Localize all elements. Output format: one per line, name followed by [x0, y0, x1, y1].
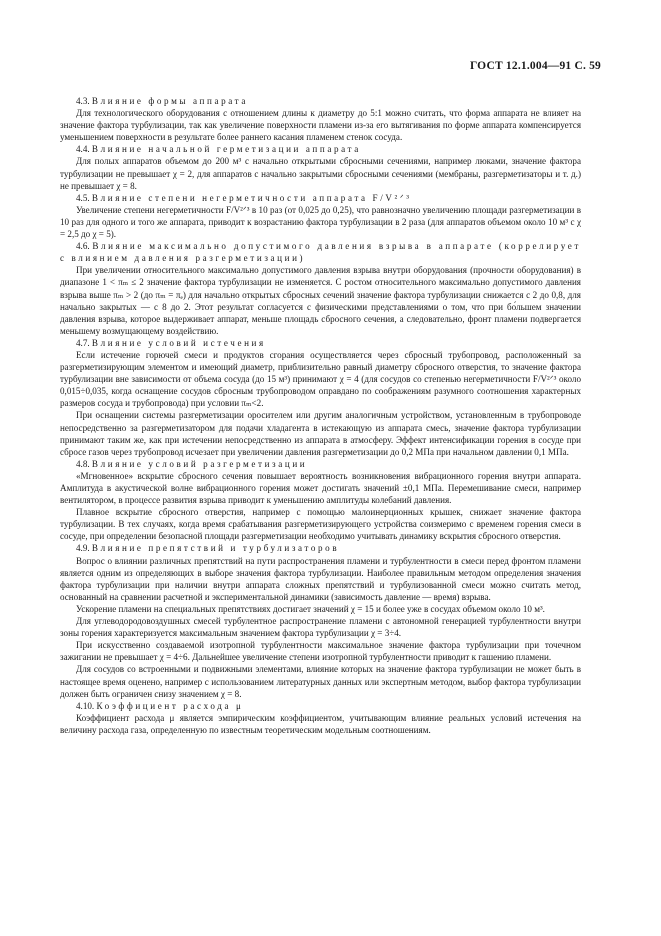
section-number: 4.3.: [76, 96, 90, 106]
paragraph: «Мгновенное» вскрытие сбросного сечения повышает вероятность возникновения вибрационного горения внутри аппарата. Амплитуда в акустической волне вибрационного горения может достигать значений ±0,1 МПа. Перемешивание смеси, например вентилятором, в процессе развития взрыва приводит к уменьшению амплитуды колебаний давления.: [60, 470, 581, 506]
section-title: Влияние условий истечения: [91, 337, 266, 348]
section-number: 4.7.: [76, 337, 90, 348]
paragraph: Вопрос о влиянии различных препятствий на пути распространения пламени и турбулентности в смеси перед фронтом пламени является одним из определяющих в выборе значения фактора турбулизации. Наиболее правильным методом определения значения фактора турбулизации при наличии внутри аппарата сложных препятствий и турбулизованной смеси можно считать метод, основанный на сравнении расчетной и экспериментальной динамики (зависимость давление — время) взрыва.: [60, 555, 581, 602]
section-title: Влияние препятствий и турбулизаторов: [91, 543, 340, 554]
section-title: Влияние условий разгерметизации: [91, 458, 308, 469]
paragraph: Коэффициент расхода μ является эмпирическим коэффициентом, учитывающим влияние реальных условий истечения на величину расхода газа, определенную по известным теоретическим модельным соотношениям.: [60, 712, 581, 735]
section-heading: [60, 700, 581, 712]
section-title: Коэффициент расхода μ: [96, 700, 244, 711]
section-number: 4.4.: [76, 144, 90, 155]
paragraph: Ускорение пламени на специальных препятствиях достигает значений χ = 15 и более уже в сосудах объемом около 10 м³.: [76, 603, 545, 614]
section-heading: [60, 458, 581, 470]
document-body: [60, 95, 581, 736]
section-title: Влияние начальной герметизации аппарата: [91, 144, 361, 155]
paragraph: Для технологического оборудования с отношением длины к диаметру до 5:1 можно считать, что форма аппарата не влияет на значение фактора турбулизации, так как увеличение поверхности пламени из-за его вытягивания по форме аппарата компенсируется уменьшением поверхности в результате более раннего касания пламенем стенок сосуда.: [60, 108, 581, 143]
section-number: 4.5.: [76, 192, 90, 203]
paragraph: Если истечение горючей смеси и продуктов сгорания осуществляется через сбросный трубопровод, расположенный за разгерметизирующим элементом и имеющий диаметр, приблизительно равный диаметру сбросного отверстия, то значение фактора турбулизации вне зависимости от объема сосуда (до 15 м³) принимают χ = 4 (для сосудов со степенью негерметичности F/V²ᐟ³ около 0,015÷0,035, когда оснащение сосудов сбросным трубопроводом оправдано по соображениям разумного соотношения характерных размеров сосуда и трубопровода) при условии πₘ<2.: [60, 349, 581, 409]
paragraph: Плавное вскрытие сбросного отверстия, например с помощью малоинерционных крышек, снижает значение фактора турбулизации. В тех случаях, когда время срабатывания разгерметизирующего устройства соизмеримо с временем горения смеси в сосуде, при определении безопасной площади разгерметизации необходимо учитывать динамику вскрытия сбросного отверстия.: [60, 507, 581, 542]
paragraph: Для полых аппаратов объемом до 200 м³ с начально открытыми сбросными сечениями, например люками, значение фактора турбулизации не превышает χ = 2, для аппаратов с начально закрытыми сбросными сечениями (мембраны, разгерметизаторы и т. д.) не превышает χ = 8.: [60, 156, 581, 191]
section-title: Влияние формы аппарата: [91, 96, 248, 106]
paragraph: При оснащении системы разгерметизации оросителем или другим аналогичным устройством, установленным в трубопроводе непосредственно за разгерметизатором для подачи хладагента в истекающую из аппарата смесь, значение фактора турбулизации принимают таким же, как при истечении непосредственно из аппарата в атмосферу. Эффект интенсификации горения в сосуде при сбросе газов через трубопровод исчезает при увеличении давления разгерметизации до 0,2 МПа при начальном давлении 0,1 МПа.: [60, 410, 581, 457]
paragraph: Для углеводородовоздушных смесей турбулентное распространение пламени с автономной генерацией турбулентности внутри зоны горения характеризуется максимальным значением фактора турбулизации χ = 3÷4.: [60, 616, 581, 639]
section-number: 4.9.: [76, 543, 90, 554]
paragraph: При увеличении относительного максимально допустимого давления взрыва внутри оборудования (прочности оборудования) в диапазоне 1 < πₘ ≤ 2 значение фактора турбулизации не изменяется. С ростом относительного максимально допустимого давления взрыва выше πₘ > 2 (до πₘ = πₑ) для начально открытых сбросных сечений значение фактора турбулизации снижается с 2 до 0,8, для начально закрытых — с 8 до 2. Этот результат согласуется с физическими представлениями о том, что при бо́льшем значении давления взрыва, которое выдерживает аппарат, меньше площадь сбросного сечения, а следовательно, фронт пламени подвергается меньшему возмущающему воздействию.: [60, 265, 581, 336]
section-heading: [60, 240, 581, 264]
section-number: 4.10.: [76, 700, 95, 711]
section-heading: [60, 542, 581, 554]
paragraph: Увеличение степени негерметичности F/V²ᐟ³ в 10 раз (от 0,025 до 0,25), что равнозначно увеличению площади разгерметизации в 10 раз для одного и того же аппарата, приводит к возрастанию фактора турбулизации в 2 раза (для аппаратов объемом около 10 м³ с χ = 2,5 до χ = 5).: [60, 204, 581, 240]
section-title: Влияние максимально допустимого давления взрыва в аппарате (коррелирует с влиянием давления разгерметизации): [60, 241, 581, 264]
section-number: 4.6.: [76, 241, 90, 252]
section-heading: [60, 192, 581, 204]
section-heading: [60, 95, 581, 107]
section-heading: [60, 337, 581, 349]
paragraph: Для сосудов со встроенными и подвижными элементами, влияние которых на значение фактора турбулизации не может быть в настоящее время оценено, например с использованием литературных данных или экспертным методом, выбор фактора турбулизации должен быть ограничен снизу значением χ = 8.: [60, 664, 581, 699]
section-heading: [60, 143, 581, 155]
page-header: ГОСТ 12.1.004—91 С. 59: [469, 60, 601, 72]
paragraph: При искусственно создаваемой изотропной турбулентности максимальное значение фактора турбулизации при точечном зажигании не превышает χ = 4÷6. Дальнейшее увеличение степени изотропной турбулентности приводит к гашению пламени.: [60, 640, 581, 663]
section-title: Влияние степени негерметичности аппарата F/V²ᐟ³: [91, 192, 412, 203]
section-number: 4.8.: [76, 458, 90, 469]
